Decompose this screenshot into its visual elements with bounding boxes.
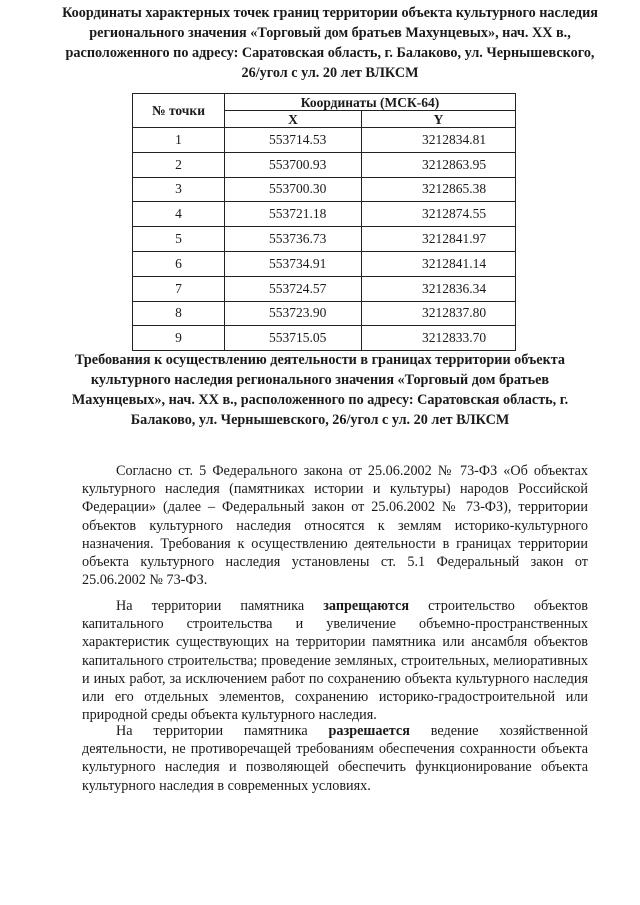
paragraph-prohibitions	[82, 597, 588, 724]
point-number-cell: 8	[133, 301, 225, 326]
y-coordinate-cell: 3212837.80	[362, 301, 516, 326]
point-number-cell: 3	[133, 177, 225, 202]
y-coordinate-cell: 3212874.55	[362, 202, 516, 227]
x-coordinate-cell: 553723.90	[225, 301, 362, 326]
header-x: X	[225, 111, 362, 128]
permissions-keyword: разрешается	[328, 723, 410, 739]
coordinates-title: Координаты характерных точек границ территории объекта культурного наследия регионального значения «Торговый дом братьев Махунцевых», нач. XX в., расположенного по адресу: Саратовская область, г. Балаково, ул. Чернышевского, 26/угол с ул. 20 лет ВЛКСМ	[62, 5, 598, 81]
table-row	[133, 301, 516, 326]
point-number-cell: 1	[133, 128, 225, 153]
coordinates-table	[132, 93, 516, 351]
table-row	[133, 276, 516, 301]
x-coordinate-cell: 553736.73	[225, 227, 362, 252]
point-number-cell: 7	[133, 276, 225, 301]
coordinates-rows	[133, 128, 516, 351]
prohibitions-intro: На территории памятника	[116, 598, 324, 614]
y-coordinate-cell: 3212836.34	[362, 276, 516, 301]
table-row	[133, 227, 516, 252]
paragraph-law-reference: Согласно ст. 5 Федерального закона от 25.06.2002 № 73-ФЗ «Об объектах культурного наследия (памятниках истории и культуры) народов Российской Федерации» (далее – Федеральный закон от 25.06.2002 № 73-ФЗ), территории объектов культурного наследия относятся к землям историко-культурного назначения. Требования к осуществлению деятельности в границах территории объекта культурного наследия установлены ст. 5.1 Федеральный закон от 25.06.2002 № 73-ФЗ.	[82, 463, 588, 589]
y-coordinate-cell: 3212833.70	[362, 326, 516, 351]
y-coordinate-cell: 3212841.97	[362, 227, 516, 252]
table-row	[133, 202, 516, 227]
y-coordinate-cell: 3212863.95	[362, 152, 516, 177]
y-coordinate-cell: 3212865.38	[362, 177, 516, 202]
table-row	[133, 251, 516, 276]
header-coordinates: Координаты (МСК-64)	[225, 94, 516, 111]
x-coordinate-cell: 553734.91	[225, 251, 362, 276]
permissions-intro: На территории памятника	[116, 723, 329, 739]
x-coordinate-cell: 553714.53	[225, 128, 362, 153]
table-row	[133, 128, 516, 153]
table-row	[133, 152, 516, 177]
point-number-cell: 5	[133, 227, 225, 252]
point-number-cell: 2	[133, 152, 225, 177]
x-coordinate-cell: 553724.57	[225, 276, 362, 301]
y-coordinate-cell: 3212841.14	[362, 251, 516, 276]
prohibitions-keyword: запрещаются	[323, 598, 410, 614]
x-coordinate-cell: 553700.30	[225, 177, 362, 202]
point-number-cell: 4	[133, 202, 225, 227]
table-row	[133, 177, 516, 202]
point-number-cell: 9	[133, 326, 225, 351]
x-coordinate-cell: 553700.93	[225, 152, 362, 177]
x-coordinate-cell: 553721.18	[225, 202, 362, 227]
requirements-title: Требования к осуществлению деятельности в границах территории объекта культурного наследия регионального значения «Торговый дом братьев Махунцевых», нач. XX в., расположенного по адресу: Саратовская область, г. Балаково, ул. Чернышевского, 26/угол с ул. 20 лет ВЛКСМ	[71, 352, 569, 428]
prohibitions-text: строительство объектов капитального строительства и увеличение объемно-пространственных характеристик существующих на территории памятника или ансамбля объектов капитального строительства; проведение земляных, строительных, мелиоративных и иных работ, за исключением работ по сохранению объекта культурного наследия или его отдельных элементов, сохранению историко-градостроительной или природной среды объекта культурного наследия.	[82, 598, 588, 724]
point-number-cell: 6	[133, 251, 225, 276]
header-point-number: № точки	[133, 94, 225, 128]
x-coordinate-cell: 553715.05	[225, 326, 362, 351]
y-coordinate-cell: 3212834.81	[362, 128, 516, 153]
permissions-text: ведение хозяйственной деятельности, не противоречащей требованиям обеспечения сохранности объекта культурного наследия и позволяющей обеспечить функционирование объекта культурного наследия в современных условиях.	[82, 723, 588, 794]
paragraph-permissions	[82, 722, 588, 795]
header-y: Y	[362, 111, 516, 128]
table-row	[133, 326, 516, 351]
